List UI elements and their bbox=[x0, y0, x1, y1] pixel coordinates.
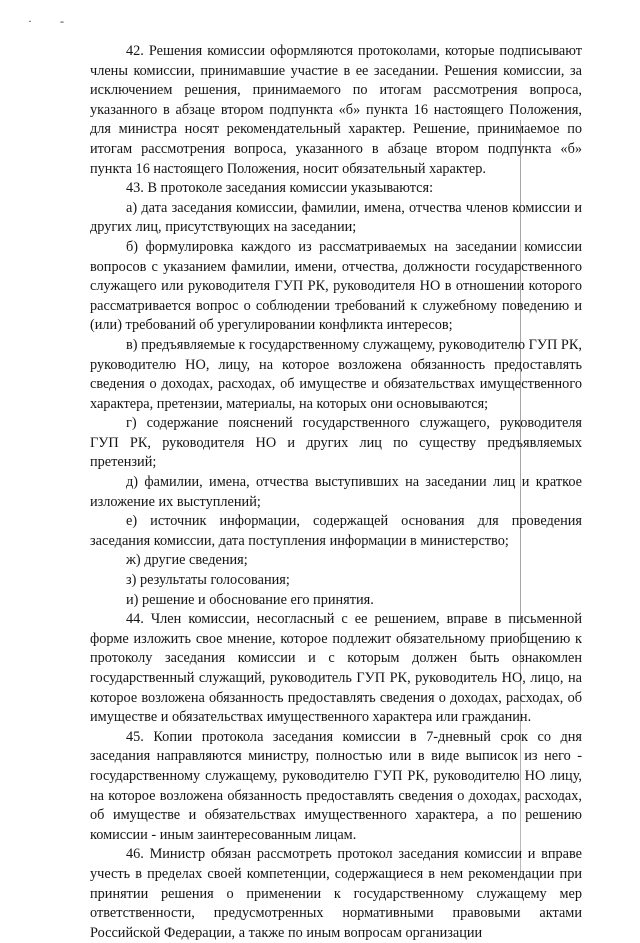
paragraph-43-d: д) фамилии, имена, отчества выступивших на заседании лиц и краткое изложение их выступлений; bbox=[90, 474, 582, 510]
paragraph-43-z: з) результаты голосования; bbox=[126, 572, 290, 589]
paragraph-43-zh: ж) другие сведения; bbox=[126, 552, 248, 569]
scan-mark-right: - bbox=[60, 14, 64, 28]
document-page bbox=[90, 42, 582, 943]
paragraph-43-b: б) формулировка каждого из рассматриваемых на заседании комиссии вопросов с указанием фамилии, имени, отчества, должности государственного служащего или руководителя ГУП РК, руководителя НО в отношении которого рассматривается вопрос о соблюдении требований к служебному поведению и (или) требований об урегулировании конфликта интересов; bbox=[90, 238, 582, 334]
paragraph-43-i: и) решение и обоснование его принятия. bbox=[126, 591, 374, 608]
paragraph-46: 46. Министр обязан рассмотреть протокол заседания комиссии и вправе учесть в пределах своей компетенции, содержащиеся в нем рекомендации при принятии решения о применении к государственному служащему мер ответственности, предусмотренных нормативными правовыми актами Российской Федерации, а также по иным вопросам организации bbox=[90, 846, 582, 941]
paragraph-44: 44. Член комиссии, несогласный с ее решением, вправе в письменной форме изложить свое мнение, которое подлежит обязательному приобщению к протоколу заседания комиссии и с которым должен быть ознакомлен государственный служащий, руководитель ГУП РК, руководитель НО, лицо, на которое возложена обязанность предоставлять сведения о доходах, расходах, об имуществе и обязательствах имущественного характера или гражданин. bbox=[90, 611, 582, 726]
paragraph-42: 42. Решения комиссии оформляются протоколами, которые подписывают члены комиссии, принимавшие участие в ее заседании. Решения комиссии, за исключением решения, принимаемого по итогам рассмотрения вопроса, указанного в абзаце втором подпункта «б» пункта 16 настоящего Положения, для министра носят рекомендательный характер. Решение, принимаемое по итогам рассмотрения вопроса, указанного в абзаце втором подпункта «б» пункта 16 настоящего Положения, носит обязательный характер. bbox=[90, 43, 582, 177]
paragraph-43-a: а) дата заседания комиссии, фамилии, имена, отчества членов комиссии и других лиц, присутствующих на заседании; bbox=[90, 199, 582, 236]
scan-mark-left: · bbox=[28, 14, 32, 28]
paragraph-43-g: г) содержание пояснений государственного служащего, руководителя ГУП РК, руководителя НО и других лиц по существу предъявляемых претензий; bbox=[90, 415, 582, 471]
paragraph-43-v: в) предъявляемые к государственному служащему, руководителю ГУП РК, руководителю НО, лицу, на которое возложена обязанность предоставлять сведения о доходах, расходах, об имуществе и обязательствах имущественного характера, претензии, материалы, на которых они основываются; bbox=[90, 336, 582, 412]
paragraph-43-e: е) источник информации, содержащей основания для проведения заседания комиссии, дата поступления информации в министерство; bbox=[90, 513, 582, 549]
paragraph-45: 45. Копии протокола заседания комиссии в 7-дневный срок со дня заседания направляются министру, полностью или в виде выписок из него - государственному служащему, руководителю ГУП РК, руководителю НО лицу, на которое возложена обязанность предоставлять сведения о доходах, расходах, об имуществе и обязательствах имущественного характера, а по решению комиссии - иным заинтересованным лицам. bbox=[90, 728, 582, 843]
paragraph-43: 43. В протоколе заседания комиссии указываются: bbox=[126, 180, 434, 197]
